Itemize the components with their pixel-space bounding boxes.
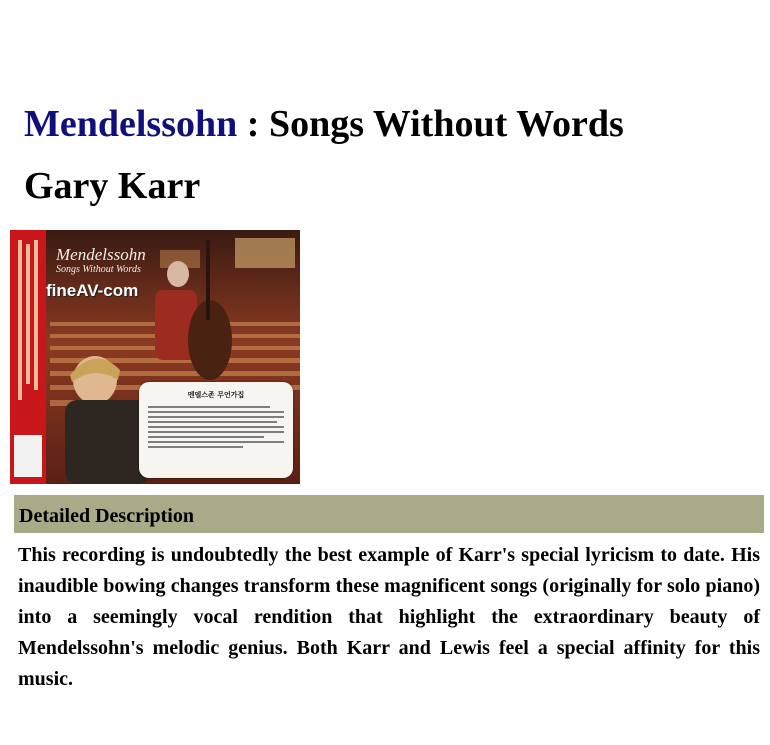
sticker-title: 멘델스존 무언가집 — [187, 391, 245, 399]
page-title — [24, 100, 624, 148]
work-title: Songs Without Words — [268, 103, 624, 145]
watermark-text: fineAV-com — [46, 281, 139, 300]
artist-name: Gary Karr — [24, 165, 201, 207]
cover-subtitle-text: Songs Without Words — [56, 264, 141, 275]
cover-title-text: Mendelssohn — [56, 245, 146, 264]
title-separator: : — [237, 103, 269, 145]
sticker-text-block — [148, 406, 284, 448]
cover-sticker — [139, 382, 293, 478]
section-header-detailed-description: Detailed Description — [14, 495, 764, 533]
description-text: This recording is undoubtedly the best example of Karr's special lyricism to date. His inaudible bowing changes transform these magnificent songs (originally for solo piano) into a seemingly vocal rendition that highlight the extraordinary beauty of Mendelssohn's melodic genius. Both Karr and Lewis feel a special affinity for this music. — [18, 544, 760, 690]
composer-name: Mendelssohn — [24, 103, 238, 145]
